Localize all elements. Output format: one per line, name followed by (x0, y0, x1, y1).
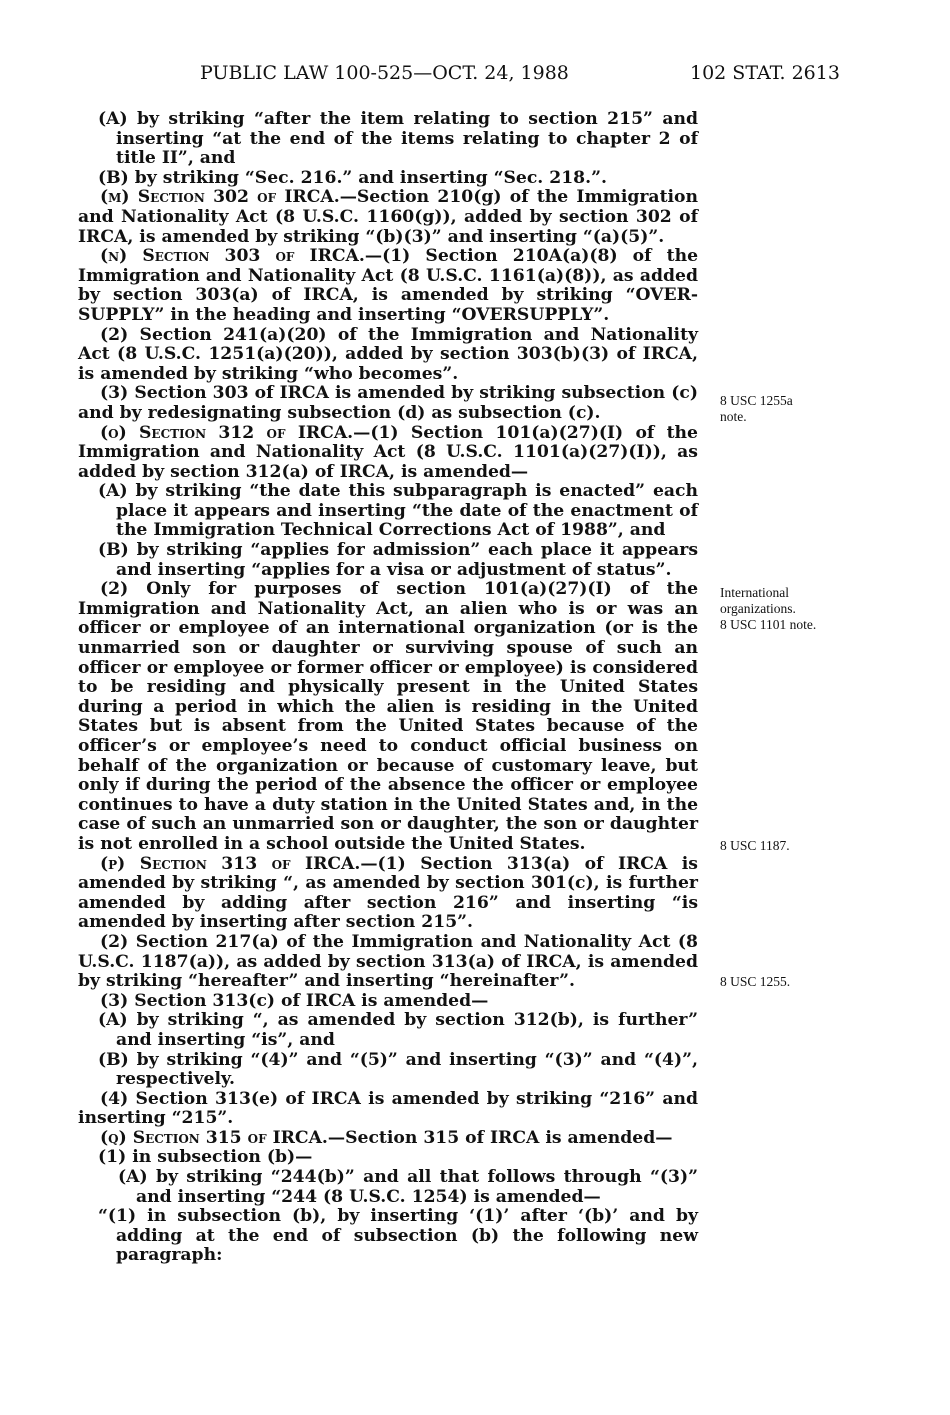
paragraph (78, 326, 698, 385)
paragraph-text: —Section 315 of IRCA is amended— (327, 1127, 673, 1148)
paragraph-text: —Section 210(g) of the Immigration and Nationality Act (8 U.S.C. 1160(g)), added by section 302 of IRCA, is amended by striking “(b)(3)” and inserting “(a)(5)”. (78, 187, 698, 247)
paragraph-text: (1) in subsection (b)— (98, 1147, 313, 1168)
margin-note (720, 393, 860, 425)
paragraph (78, 247, 698, 325)
paragraph-text: (B) by striking “Sec. 216.” and inserting “Sec. 218.”. (98, 167, 607, 188)
paragraph-text: (B) by striking “(4)” and “(5)” and inserting “(3)” and “(4)”, respectively. (98, 1049, 698, 1090)
paragraph (78, 424, 698, 483)
paragraph (78, 482, 698, 541)
paragraph (78, 1090, 698, 1129)
paragraph (78, 541, 698, 580)
paragraph-text: (A) by striking “244(b)” and all that follows through “(3)” and inserting “244 (8 U.S.C. 1254) is amended— (118, 1167, 698, 1207)
paragraph-text: (A) by striking “the date this subparagraph is enacted” each place it appears and inserting “the date of the enactment of the Immigration Technical Corrections Act of 1988”, and (98, 481, 698, 541)
margin-note-line: organizations. (720, 601, 796, 616)
paragraph-text: —(1) Section 313(a) of IRCA is amended by striking “, as amended by section 301(c), is further amended by adding after section 216” and inserting “is amended by inserting after section 215”. (78, 853, 698, 933)
paragraph-text: —(1) Section 210A(a)(8) of the Immigration and Nationality Act (8 U.S.C. 1161(a)(8)), as added by section 303(a) of IRCA, is amended by striking “OVER-SUPPLY” in the heading and inserting “OVERSUPPLY”. (78, 246, 699, 325)
paragraph-text: (3) Section 303 of IRCA is amended by striking subsection (c) and by redesignating subsection (d) as subsection (c). (78, 383, 698, 423)
page-header (0, 62, 950, 92)
margin-note-line: 8 USC 1101 note. (720, 617, 817, 632)
section-heading: (m) Section 302 of IRCA. (100, 187, 340, 208)
margin-note-line: 8 USC 1187. (720, 838, 790, 853)
paragraph (78, 110, 698, 169)
paragraph (78, 933, 698, 992)
paragraph-text: (4) Section 313(e) of IRCA is amended by striking “216” and inserting “215”. (78, 1088, 698, 1129)
section-heading: (p) Section 313 of IRCA. (100, 853, 361, 874)
paragraph-text: (2) Only for purposes of section 101(a)(27)(I) of the Immigration and Nationality Act, an alien who is or was an officer or employee of an international organization (or is the unmarried son or daughter or surviving spouse of such an officer or employee or former officer or employee) is considered to be residing and physically present in the United States during a period in which the alien is residing in the United States but is absent from the United States because of the officer’s or employee’s need to conduct official business on behalf of the organization or because of customary leave, but only if during the period of the absence the officer or employee continues to have a duty station in the United States and, in the case of such an unmarried son or daughter, the son or daughter is not enrolled in a school outside the United States. (78, 579, 698, 854)
margin-note-line: note. (720, 409, 747, 424)
margin-note (720, 974, 860, 990)
paragraph (78, 1207, 698, 1266)
paragraph-text: (B) by striking “applies for admission” each place it appears and inserting “applies for a visa or adjustment of status”. (98, 540, 698, 580)
paragraph (78, 992, 698, 1012)
body-text (78, 110, 698, 1266)
paragraph (78, 855, 698, 933)
margin-note (720, 838, 860, 854)
paragraph (78, 1168, 698, 1207)
law-citation: PUBLIC LAW 100-525—OCT. 24, 1988 (200, 62, 569, 84)
section-heading: (n) Section 303 of IRCA. (100, 246, 365, 267)
paragraph (78, 1129, 698, 1149)
paragraph (78, 384, 698, 423)
section-heading: (q) Section 315 of IRCA. (100, 1127, 328, 1148)
paragraph (78, 1051, 698, 1090)
paragraph (78, 1011, 698, 1050)
margin-note-line: 8 USC 1255a (720, 393, 793, 408)
stat-page-number: 102 STAT. 2613 (690, 62, 840, 84)
paragraph (78, 580, 698, 854)
paragraph-text: (2) Section 241(a)(20) of the Immigration and Nationality Act (8 U.S.C. 1251(a)(20)), added by section 303(b)(3) of IRCA, is amended by striking “who becomes”. (78, 324, 698, 384)
margin-note (720, 585, 860, 633)
paragraph-text: (3) Section 313(c) of IRCA is amended— (100, 990, 489, 1011)
paragraph (78, 169, 698, 189)
paragraph-text: (A) by striking “, as amended by section 312(b), is further” and inserting “is”, and (98, 1010, 698, 1050)
paragraph-text: “(1) in subsection (b), by inserting ‘(1)’ after ‘(b)’ and by adding at the end of subsection (b) the following new paragraph: (98, 1206, 698, 1266)
margin-note-line: International (720, 585, 789, 600)
paragraph (78, 1148, 698, 1168)
paragraph-text: (A) by striking “after the item relating to section 215” and inserting “at the end of the items relating to chapter 2 of title II”, and (98, 109, 698, 169)
paragraph (78, 188, 698, 247)
margin-note-line: 8 USC 1255. (720, 974, 791, 989)
paragraph-text: (2) Section 217(a) of the Immigration and Nationality Act (8 U.S.C. 1187(a)), as added by section 313(a) of IRCA, is amended by striking “hereafter” and inserting “hereinafter”. (78, 931, 698, 992)
paragraph-text: —(1) Section 101(a)(27)(I) of the Immigration and Nationality Act (8 U.S.C. 1101(a)(27)(I)), as added by section 312(a) of IRCA, is amended— (78, 422, 698, 482)
section-heading: (o) Section 312 of IRCA. (100, 422, 354, 443)
